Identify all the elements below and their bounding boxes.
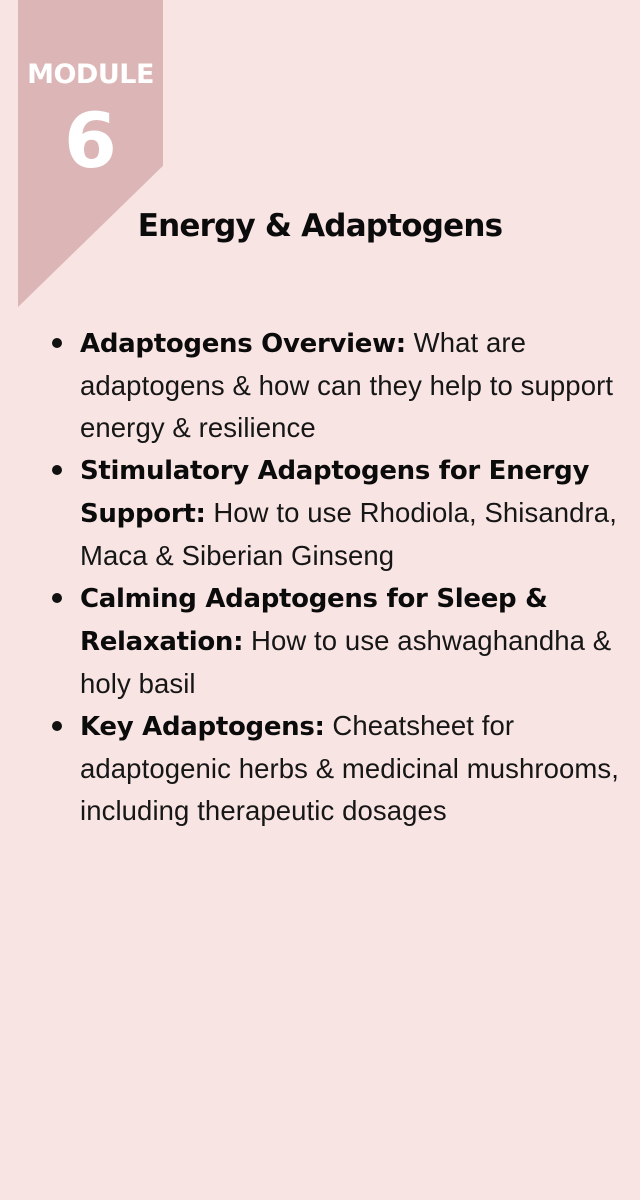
topic-text: What are adaptogens & how can they help to support energy & resilience [80,327,614,443]
bullet-icon [52,465,62,475]
module-title: Energy & Adaptogens [137,208,503,244]
bullet-icon [52,721,62,731]
topic-heading: Key Adaptogens: [80,712,325,742]
topic-item [50,449,622,577]
topic-list [50,322,622,832]
topic-item [50,577,622,705]
topic-item [50,322,622,449]
topic-text: How to use Rhodiola, Shisandra, Maca & Siberian Ginseng [80,497,617,571]
topic-item [50,705,622,832]
topic-text: How to use ashwaghandha & holy basil [80,625,612,699]
module-number: 6 [64,96,117,185]
module-title-wrapper [0,204,640,248]
topic-heading: Stimulatory Adaptogens for Energy Support: [80,456,590,529]
topic-heading: Calming Adaptogens for Sleep & Relaxation: [80,584,548,657]
bullet-icon [52,593,62,603]
bullet-icon [52,338,62,348]
topic-text: Cheatsheet for adaptogenic herbs & medicinal mushrooms, including therapeutic dosages [80,710,620,826]
module-label: MODULE [27,59,154,90]
topic-heading: Adaptogens Overview: [80,329,406,359]
